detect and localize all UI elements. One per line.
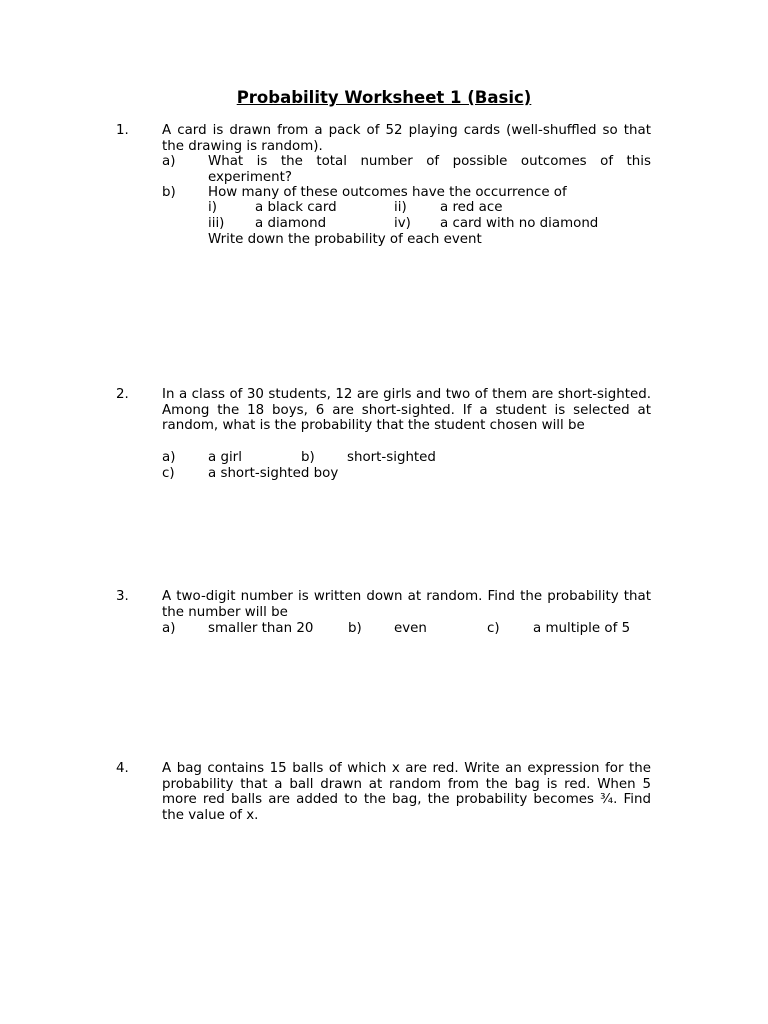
question-number: 2. <box>116 387 129 402</box>
part-text: a multiple of 5 <box>533 621 631 636</box>
part-label: b) <box>348 621 362 636</box>
part-label: b) <box>301 450 315 465</box>
question-number: 4. <box>116 761 129 776</box>
part-label: a) <box>162 621 176 636</box>
sub-item-label: iv) <box>394 216 411 231</box>
worksheet-title: Probability Worksheet 1 (Basic) <box>236 88 532 107</box>
question-number: 1. <box>116 123 129 138</box>
sub-item-text: a card with no diamond <box>440 216 599 231</box>
sub-item-label: ii) <box>394 200 407 215</box>
sub-item-text: a diamond <box>255 216 327 231</box>
question-stem: A card is drawn from a pack of 52 playing cards (well-shuffled so that the drawing is random). <box>162 123 651 154</box>
question-stem: In a class of 30 students, 12 are girls and two of them are short-sighted. Among the 18 boys, 6 are short-sighted. If a student is selected at random, what is the probability that the student chosen will be <box>162 387 651 434</box>
part-text: What is the total number of possible outcomes of this experiment? <box>208 154 651 185</box>
part-text: short-sighted <box>347 450 436 465</box>
closing-instruction: Write down the probability of each event <box>208 232 482 247</box>
part-label: b) <box>162 185 176 200</box>
part-text: a girl <box>208 450 242 465</box>
part-label: c) <box>162 466 175 481</box>
question-stem: A bag contains 15 balls of which x are red. Write an expression for the probability that a ball drawn at random from the bag is red. When 5 more red balls are added to the bag, the probability becomes ¾. Find the value of x. <box>162 761 651 823</box>
sub-item-text: a red ace <box>440 200 503 215</box>
part-text: even <box>394 621 427 636</box>
question-stem: A two-digit number is written down at random. Find the probability that the number will be <box>162 589 651 620</box>
part-label: a) <box>162 450 176 465</box>
part-label: c) <box>487 621 500 636</box>
question-number: 3. <box>116 589 129 604</box>
sub-item-text: a black card <box>255 200 337 215</box>
part-text: How many of these outcomes have the occurrence of <box>208 185 567 200</box>
part-text: a short-sighted boy <box>208 466 339 481</box>
sub-item-label: i) <box>208 200 217 215</box>
sub-item-label: iii) <box>208 216 225 231</box>
part-text: smaller than 20 <box>208 621 314 636</box>
part-label: a) <box>162 154 176 169</box>
